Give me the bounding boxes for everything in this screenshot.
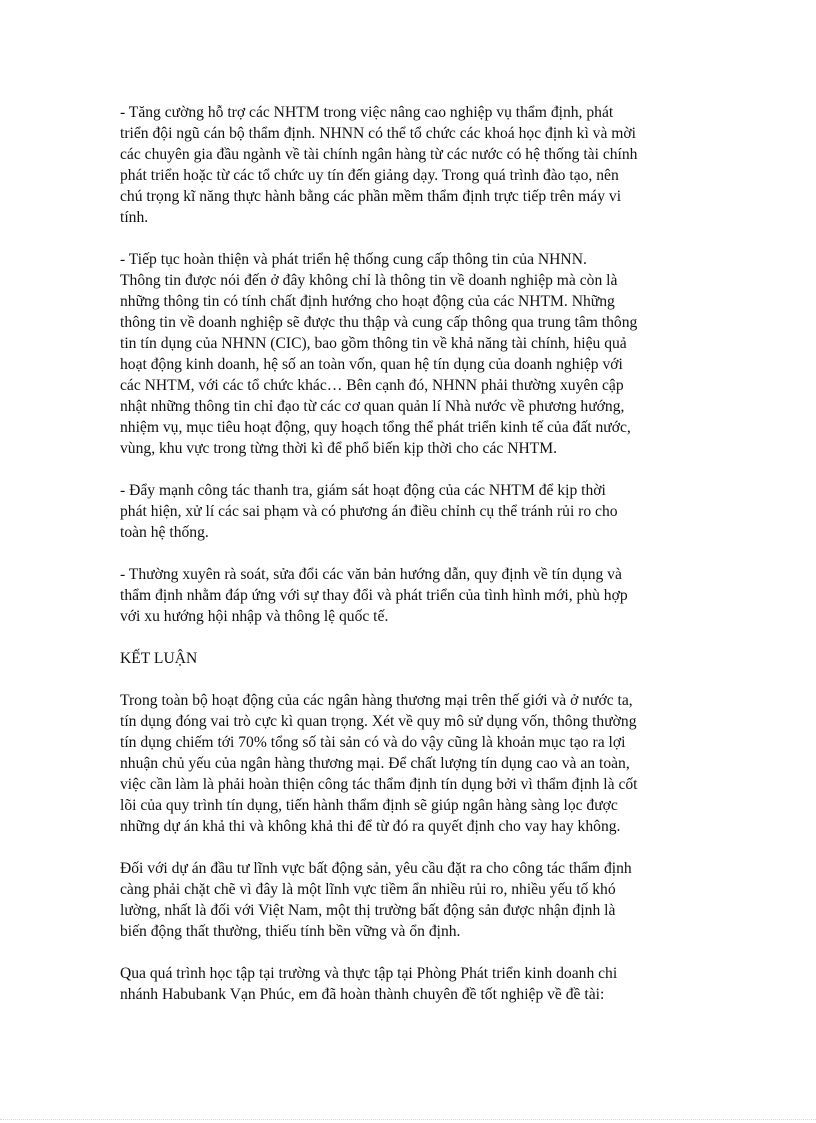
text-line: thẩm định nhằm đáp ứng với sự thay đổi và phát triển của tình hình mới, phù hợp [120, 587, 628, 604]
bullet-paragraph-training [120, 102, 710, 228]
text-line: - Thường xuyên rà soát, sửa đổi các văn bản hướng dẫn, quy định về tín dụng và [120, 566, 622, 583]
text-line: nhánh Habubank Vạn Phúc, em đã hoàn thành chuyên đề tốt nghiệp về đề tài: [120, 986, 605, 1003]
text-line: - Tăng cường hỗ trợ các NHTM trong việc nâng cao nghiệp vụ thẩm định, phát [120, 104, 614, 121]
text-line: Trong toàn bộ hoạt động của các ngân hàng thương mại trên thế giới và ở nước ta, [120, 692, 633, 709]
conclusion-paragraph-real-estate [120, 858, 710, 942]
conclusion-paragraph-credit [120, 690, 710, 837]
text-line: nhiệm vụ, mục tiêu hoạt động, quy hoạch tổng thể phát triển kinh tế của đất nước, [120, 419, 631, 436]
text-line: tín dụng đóng vai trò cực kì quan trọng. Xét về quy mô sử dụng vốn, thông thường [120, 713, 637, 730]
text-line: - Tiếp tục hoàn thiện và phát triển hệ thống cung cấp thông tin của NHNN. [120, 251, 587, 268]
text-line: những dự án khả thi và không khả thi để từ đó ra quyết định cho vay hay không. [120, 818, 621, 835]
text-line: với xu hướng hội nhập và thông lệ quốc tế. [120, 608, 389, 625]
text-line: những thông tin có tính chất định hướng cho hoạt động của các NHTM. Những [120, 293, 615, 310]
text-line: càng phải chặt chẽ vì đây là một lĩnh vực tiềm ẩn nhiều rủi ro, nhiều yếu tố khó [120, 881, 616, 898]
text-line: chú trọng kĩ năng thực hành bằng các phần mềm thẩm định trực tiếp trên máy vi [120, 188, 622, 205]
text-line: các chuyên gia đầu ngành về tài chính ngân hàng từ các nước có hệ thống tài chính [120, 146, 638, 163]
text-line: - Đẩy mạnh công tác thanh tra, giám sát hoạt động của các NHTM để kịp thời [120, 482, 606, 499]
text-line: phát hiện, xử lí các sai phạm và có phương án điều chỉnh cụ thể tránh rủi ro cho [120, 503, 618, 520]
text-line: phát triển hoặc từ các tổ chức uy tín đến giảng dạy. Trong quá trình đào tạo, nên [120, 167, 619, 184]
text-line: Qua quá trình học tập tại trường và thực tập tại Phòng Phát triển kinh doanh chi [120, 965, 618, 982]
conclusion-paragraph-internship [120, 963, 710, 1005]
text-line: việc cần làm là phải hoàn thiện công tác thẩm định tín dụng bởi vì thẩm định là cốt [120, 776, 638, 793]
text-line: tính. [120, 209, 149, 226]
text-line: lường, nhất là đối với Việt Nam, một thị trường bất động sản được nhận định là [120, 902, 616, 919]
text-line: Đối với dự án đầu tư lĩnh vực bất động sản, yêu cầu đặt ra cho công tác thẩm định [120, 860, 632, 877]
text-line: biến động thất thường, thiếu tính bền vững và ổn định. [120, 923, 461, 940]
bullet-paragraph-regulation [120, 564, 710, 627]
text-line: tín dụng chiếm tới 70% tổng số tài sản có và do vậy cũng là khoản mục tạo ra lợi [120, 734, 626, 751]
bullet-paragraph-information [120, 249, 710, 459]
text-line: Thông tin được nói đến ở đây không chỉ là thông tin về doanh nghiệp mà còn là [120, 272, 618, 289]
text-line: toàn hệ thống. [120, 524, 209, 541]
text-line: triển đội ngũ cán bộ thẩm định. NHNN có thể tổ chức các khoá học định kì và mời [120, 125, 637, 142]
bullet-paragraph-inspection [120, 480, 710, 543]
document-body [120, 102, 710, 1026]
text-line: hoạt động kinh doanh, hệ số an toàn vốn, quan hệ tín dụng của doanh nghiệp với [120, 356, 623, 373]
text-line: nhuận chủ yếu của ngân hàng thương mại. Để chất lượng tín dụng cao và an toàn, [120, 755, 630, 772]
text-line: thông tin về doanh nghiệp sẽ được thu thập và cung cấp thông qua trung tâm thông [120, 314, 638, 331]
page-bottom-divider [0, 1119, 816, 1120]
text-line: nhật những thông tin chỉ đạo từ các cơ quan quản lí Nhà nước về phương hướng, [120, 398, 625, 415]
text-line: vùng, khu vực trong từng thời kì để phổ biến kịp thời cho các NHTM. [120, 440, 558, 457]
text-line: tin tín dụng của NHNN (CIC), bao gồm thông tin về khả năng tài chính, hiệu quả [120, 335, 627, 352]
text-line: các NHTM, với các tổ chức khác… Bên cạnh đó, NHNN phải thường xuyên cập [120, 377, 624, 394]
text-line: lõi của quy trình tín dụng, tiến hành thẩm định sẽ giúp ngân hàng sàng lọc được [120, 797, 618, 814]
conclusion-heading: KẾT LUẬN [120, 650, 198, 667]
